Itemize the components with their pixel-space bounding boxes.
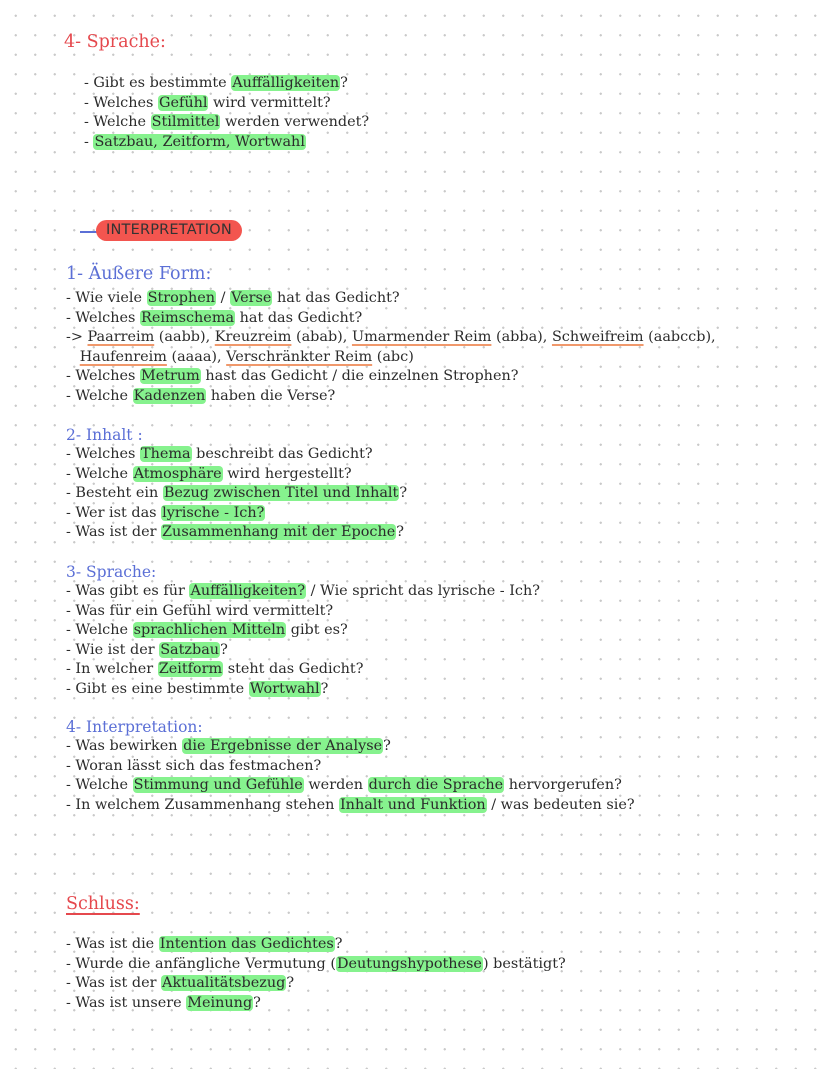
list-item (84, 113, 369, 133)
highlighted-text: Satzbau, Zeitform, Wortwahl (94, 133, 305, 150)
text-segment: - Woran lässt sich das festmachen? (66, 757, 322, 774)
text-segment: - Welche (66, 465, 133, 482)
text-segment: hat das Gedicht? (235, 309, 363, 326)
highlighted-text: sprachlichen Mitteln (133, 622, 286, 638)
list-item (66, 757, 635, 777)
text-segment: ? (396, 524, 404, 540)
text-segment: - Welches (66, 309, 140, 326)
highlighted-text: Strophen (147, 290, 216, 306)
text-segment (66, 349, 80, 365)
highlighted-text: Auffälligkeiten? (190, 583, 306, 599)
heading-sprache: 3- Sprache: (66, 563, 157, 581)
highlighted-text: Zusammenhang mit der Epoche (162, 524, 396, 540)
heading-schluss: Schluss: (66, 894, 140, 914)
text-segment: / Wie spricht das lyrische - Ich? (306, 583, 540, 599)
highlighted-text: Zeitform (158, 661, 223, 677)
text-segment: - Welche (84, 114, 151, 130)
text-segment: (aabb), (154, 329, 215, 345)
underlined-term: Paarreim (87, 329, 155, 345)
highlighted-text: Auffälligkeiten (232, 75, 340, 91)
text-segment: ) bestätigt? (482, 955, 566, 972)
text-segment: -> (66, 329, 88, 345)
list-item (66, 641, 540, 661)
highlighted-text: Kadenzen (133, 387, 206, 404)
text-segment: - Wer ist das (66, 504, 162, 521)
text-segment: ? (220, 641, 228, 658)
list-item (66, 484, 407, 504)
text-segment: (aabccb), (643, 329, 716, 345)
text-segment: - Was bewirken (66, 738, 183, 754)
list-item (66, 602, 540, 622)
list-item (66, 994, 566, 1014)
underlined-term: Verschränkter Reim (226, 348, 373, 365)
highlighted-text: Aktualitätsbezug (162, 975, 286, 991)
list-item (66, 974, 566, 994)
text-segment: beschreibt das Gedicht? (191, 446, 373, 462)
text-segment: - Was ist der (66, 975, 162, 991)
highlighted-text: Deutungshypothese (336, 955, 482, 972)
text-segment: hat das Gedicht? (272, 290, 400, 306)
list-item (66, 621, 540, 641)
text-segment: hervorgerufen? (504, 777, 622, 793)
heading-inhalt: 2- Inhalt : (66, 426, 143, 444)
highlighted-text: Satzbau (160, 641, 220, 658)
text-segment: - Welches (66, 446, 140, 462)
list-item (66, 289, 716, 309)
text-segment: - In welchem Zusammenhang stehen (66, 796, 339, 813)
text-segment: wird vermittelt? (208, 94, 331, 111)
text-segment: ? (383, 738, 391, 754)
text-segment: - Wie ist der (66, 641, 160, 658)
text-segment: - (84, 133, 94, 150)
list-item (66, 328, 716, 348)
list-item (66, 776, 635, 796)
list-item (84, 74, 369, 94)
highlighted-text: Reimschema (140, 309, 235, 326)
list-item (66, 955, 566, 975)
text-segment: - Welches (66, 368, 140, 384)
text-segment: - Welche (66, 387, 133, 404)
highlighted-text: Atmosphäre (133, 465, 222, 482)
list-aeussere-form (66, 289, 716, 406)
text-segment: gibt es? (286, 622, 348, 638)
highlighted-text: lyrische - Ich? (162, 504, 265, 521)
interpretation-label: INTERPRETATION (96, 220, 242, 241)
list-item (66, 367, 716, 387)
highlighted-text: Bezug zwischen Titel und Inhalt (163, 485, 399, 501)
text-segment: - Was ist der (66, 524, 162, 540)
list-item (66, 737, 635, 757)
list-inhalt (66, 445, 407, 543)
list-item (66, 348, 716, 368)
list-item (66, 660, 540, 680)
highlighted-text: Stilmittel (151, 114, 220, 130)
list-sprache (66, 582, 540, 699)
text-segment: - In welcher (66, 661, 158, 677)
text-segment: hast das Gedicht / die einzelnen Strophen? (200, 368, 519, 384)
text-segment: - Wurde die anfängliche Vermutung ( (66, 955, 336, 972)
highlighted-text: Meinung (187, 994, 253, 1011)
text-segment: - Besteht ein (66, 485, 163, 501)
highlighted-text: Intention das Gedichtes (159, 936, 334, 952)
list-item (66, 445, 407, 465)
list-item (66, 523, 407, 543)
text-segment: wird hergestellt? (222, 465, 352, 482)
text-segment: ? (340, 75, 348, 91)
list-sprache-top (84, 74, 369, 152)
text-segment: - Was gibt es für (66, 583, 190, 599)
text-segment: ? (253, 994, 261, 1011)
highlighted-text: Metrum (140, 368, 200, 384)
text-segment: werden verwendet? (220, 114, 370, 130)
text-segment: - Gibt es eine bestimmte (66, 680, 249, 697)
text-segment: steht das Gedicht? (223, 661, 364, 677)
text-segment: - Was ist unsere (66, 994, 187, 1011)
list-item (84, 133, 369, 153)
list-interpretation (66, 737, 635, 815)
text-segment: - Gibt es bestimmte (84, 75, 232, 91)
list-item (66, 796, 635, 816)
text-segment: / was bedeuten sie? (486, 796, 635, 813)
list-item (66, 935, 566, 955)
underlined-term: Haufenreim (79, 348, 167, 365)
underlined-term: Kreuzreim (214, 329, 292, 345)
list-item (66, 309, 716, 329)
text-segment: - Wie viele (66, 290, 147, 306)
text-segment: haben die Verse? (206, 387, 336, 404)
heading-interpretation: 4- Interpretation: (66, 718, 203, 736)
list-item (66, 387, 716, 407)
highlighted-text: durch die Sprache (368, 777, 504, 793)
highlighted-text: Thema (140, 446, 191, 462)
text-segment: - Was für ein Gefühl wird vermittelt? (66, 602, 334, 619)
list-item (66, 504, 407, 524)
list-item (66, 465, 407, 485)
text-segment: (abc) (372, 348, 414, 365)
text-segment: ? (334, 936, 343, 952)
text-segment: - Welche (66, 622, 133, 638)
text-segment: ? (399, 485, 408, 501)
highlighted-text: Stimmung und Gefühle (133, 777, 303, 793)
text-segment: ? (286, 975, 295, 991)
text-segment: - Was ist die (66, 936, 159, 952)
text-segment: - Welche (66, 777, 133, 793)
underlined-term: Umarmender Reim (351, 329, 492, 345)
text-segment: (aaaa), (166, 348, 227, 365)
highlighted-text: Gefühl (158, 94, 208, 111)
list-schluss (66, 935, 566, 1013)
text-segment: (abab), (291, 329, 352, 345)
list-item (66, 680, 540, 700)
text-segment: ? (320, 680, 329, 697)
highlighted-text: Wortwahl (249, 680, 320, 697)
text-segment: werden (303, 777, 368, 793)
text-segment: / (216, 290, 231, 306)
list-item (66, 582, 540, 602)
text-segment: (abba), (491, 329, 552, 345)
text-segment: - Welches (84, 94, 158, 111)
underlined-term: Schweifreim (551, 329, 644, 345)
highlighted-text: die Ergebnisse der Analyse (183, 738, 383, 754)
heading-aeussere-form: 1- Äußere Form: (66, 264, 212, 284)
highlighted-text: Verse (231, 290, 272, 306)
list-item (84, 94, 369, 114)
heading-sprache-top: 4- Sprache: (64, 32, 166, 52)
highlighted-text: Inhalt und Funktion (340, 796, 486, 813)
